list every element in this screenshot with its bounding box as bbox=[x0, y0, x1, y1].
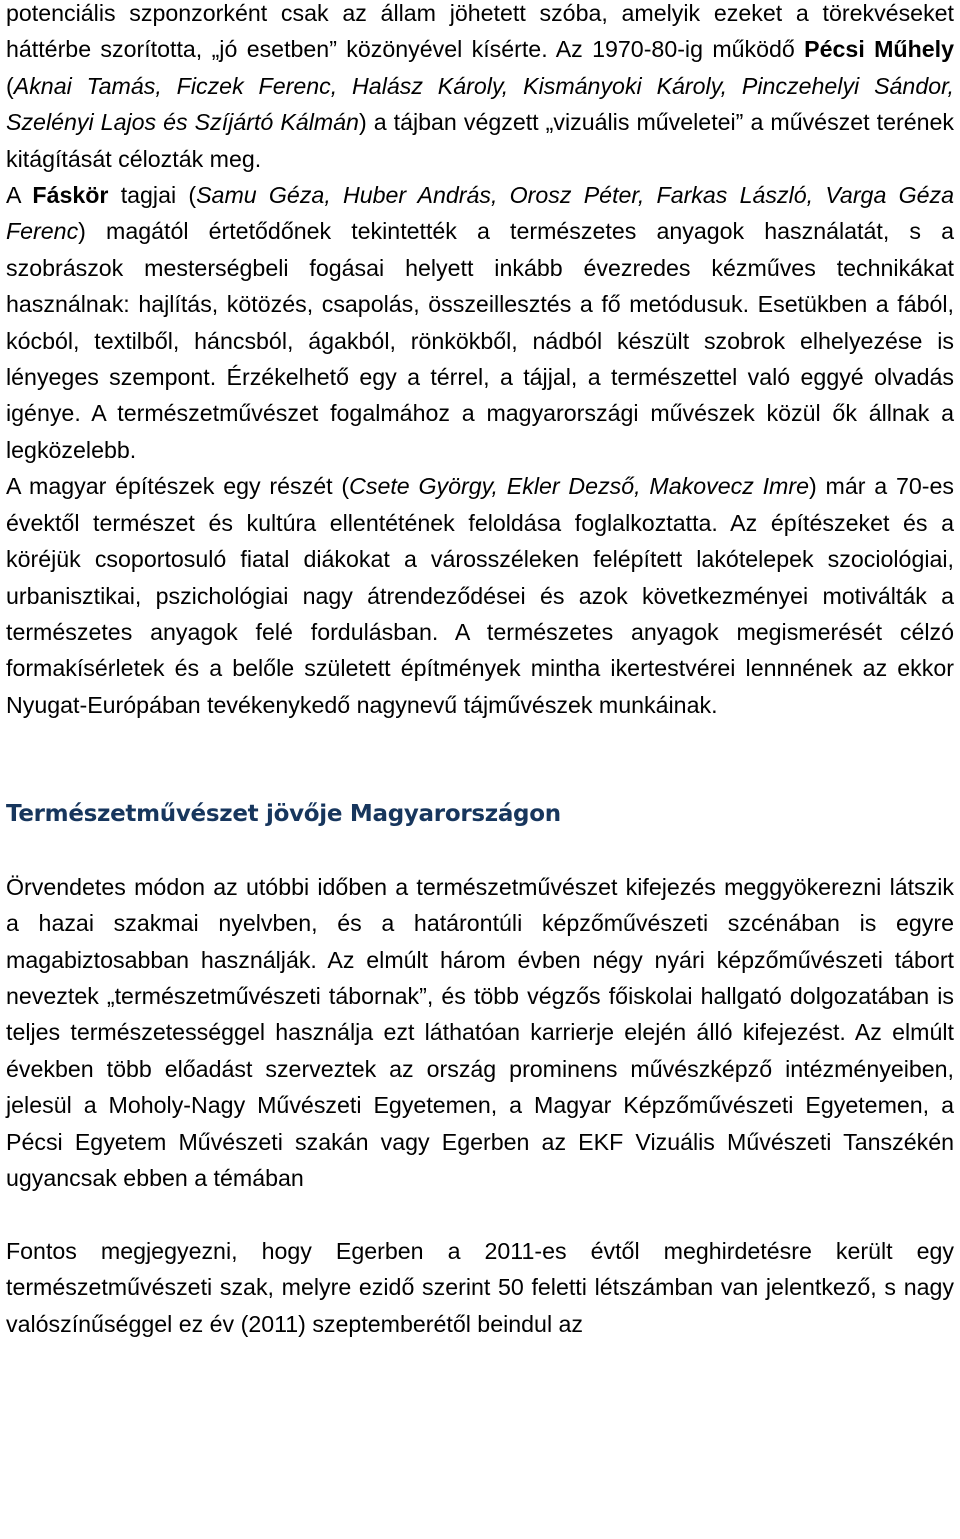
italic-names: Samu Géza, Huber András, Orosz Péter, Farkas László, Varga Géza Ferenc bbox=[6, 182, 954, 245]
italic-names: Aknai Tamás, Ficzek Ferenc, Halász Károly, Kismányoki Károly, Pinczehelyi Sándor, Szelényi Lajos és Szíjártó Kálmán bbox=[6, 72, 954, 136]
blank-line bbox=[6, 723, 954, 759]
bold-name: Fáskör bbox=[32, 182, 109, 209]
text-run: ) már a 70-es évektől természet és kultúra ellentétének feloldása foglalkoztatta. Az építészeket és a köréjük csoportosuló fiatal diákokat a városszéleken felépített lakótelepek szociológiai, urbanisztikai, pszichológiai nagy átrendeződései és azok következményei motiválták a természetes anyagok felé fordulásban. A természetes anyagok megismerését célzó formakísérletek és a belőle született építmények mintha ikertestvérei lennnének az ekkor Nyugat-Európában tevékenykedő nagynevű tájművészek munkáinak. bbox=[6, 473, 954, 718]
body-text-section bbox=[6, 869, 954, 1342]
paragraph bbox=[6, 468, 954, 723]
text-run: potenciális szponzorként csak az állam jöhetett szóba, amelyik ezeket a törekvéseket háttérbe szorította, „jó esetben” közönyével kísérte. Az 1970-80-ig működő bbox=[6, 0, 954, 63]
text-run: ( bbox=[6, 72, 14, 99]
text-run: ) magától értetődőnek tekintették a természetes anyagok használatát, s a szobrászok mesterségbeli fogásai helyett inkább évezredes kézműves technikákat használnak: hajlítás, kötözés, csapolás, összeillesztés a fő metódusuk. Esetükben a fából, kócból, textilből, háncsból, ágakból, rönkökből, nádból készült szobrok elhelyezése is lényeges szempont. Érzékelhető egy a térrel, a tájjal, a természettel való eggyé olvadás igénye. A természetművészet fogalmához a magyarországi művészek közül ők állnak a legközelebb. bbox=[6, 218, 954, 463]
bold-name: Pécsi Műhely bbox=[804, 36, 954, 63]
paragraph bbox=[6, 177, 954, 468]
text-run: ) a tájban végzett „vizuális műveletei” a művészet terének kitágítását célozták meg. bbox=[6, 109, 954, 172]
body-text-section bbox=[6, 0, 954, 723]
paragraph bbox=[6, 1233, 954, 1342]
section-heading: Természetművészet jövője Magyarországon bbox=[6, 800, 561, 827]
blank-line bbox=[6, 760, 954, 796]
text-run: A bbox=[6, 182, 33, 209]
text-run: tagjai ( bbox=[108, 182, 197, 209]
document-page bbox=[6, 0, 954, 1342]
italic-names: Csete György, Ekler Dezső, Makovecz Imre bbox=[349, 473, 809, 500]
paragraph bbox=[6, 0, 954, 177]
paragraph bbox=[6, 869, 954, 1197]
text-run: Fontos megjegyezni, hogy Egerben a 2011-es évtől meghirdetésre került egy természetművészeti szak, melyre ezidő szerint 50 feletti létszámban van jelentkező, s nagy valószínűséggel ez év (2011) szeptemberétől beindul az bbox=[6, 1237, 954, 1337]
blank-line bbox=[6, 1196, 954, 1232]
blank-line bbox=[6, 832, 954, 868]
text-run: Örvendetes módon az utóbbi időben a természetművészet kifejezés meggyökerezni látszik a hazai szakmai nyelvben, és a határontúli képzőművészeti szcénában is egyre magabiztosabban használják. Az elmúlt három évben négy nyári képzőművészeti tábort neveztek „természetművészeti tábornak”, és több végzős főiskolai hallgató dolgozatában is teljes természetességgel használja ezt láthatóan karrierje elején álló kifejezést. Az elmúlt években több előadást szerveztek az ország prominens művészképző intézményeiben, jelesül a Moholy-Nagy Művészeti Egyetemen, a Magyar Képzőművészeti Egyetemen, a Pécsi Egyetem Művészeti szakán vagy Egerben az EKF Vizuális Művészeti Tanszékén ugyancsak ebben a témában bbox=[6, 873, 954, 1191]
text-run: A magyar építészek egy részét ( bbox=[6, 473, 350, 500]
